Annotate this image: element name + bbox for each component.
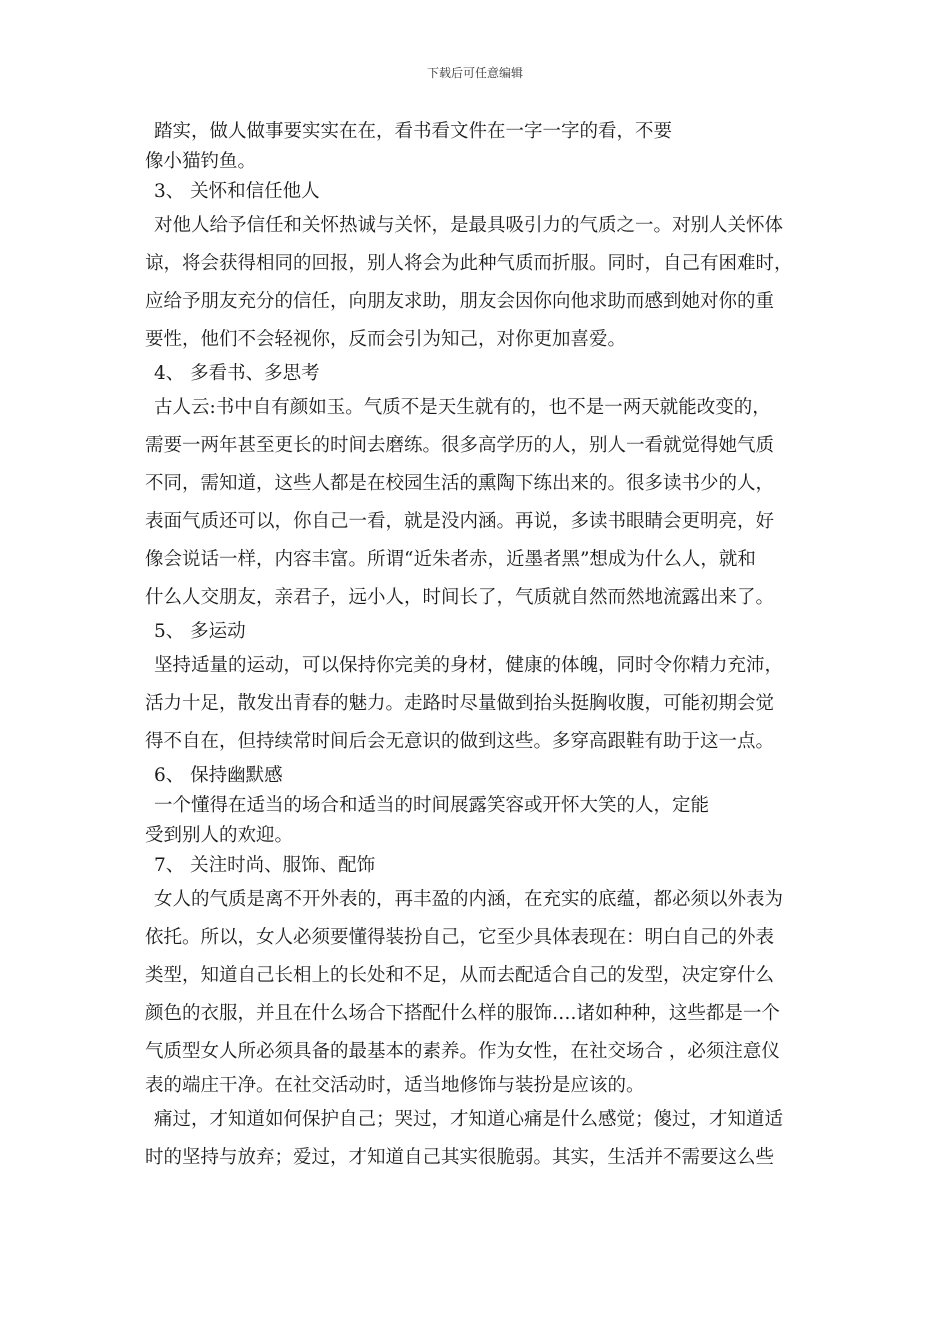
paragraph-line: 表的端庄干净。在社交活动时，适当地修饰与装扮是应该的。 (145, 1075, 645, 1096)
paragraph-line: 时的坚持与放弃；爱过，才知道自己其实很脆弱。其实，生活并不需要这么些 (145, 1147, 775, 1168)
paragraph-line: 得不自在，但持续常时间后会无意识的做到这些。多穿高跟鞋有助于这一点。 (145, 731, 775, 752)
paragraph-line: 活力十足，散发出青春的魅力。走路时尽量做到抬头挺胸收腹，可能初期会觉 (145, 693, 775, 714)
paragraph-line: 受到别人的欢迎。 (145, 825, 294, 846)
paragraph-line: 不同，需知道，这些人都是在校园生活的熏陶下练出来的。很多读书少的人， (145, 473, 775, 494)
paragraph-line: 女人的气质是离不开外表的，再丰盈的内涵，在充实的底蕴，都必须以外表为 (154, 889, 784, 910)
section-heading: 5、 多运动 (154, 621, 246, 642)
paragraph-line: 像会说话一样，内容丰富。所谓“近朱者赤，近墨者黑”想成为什么人，就和 (145, 549, 756, 570)
paragraph-line: 依托。所以，女人必须要懂得装扮自己，它至少具体表现在：明白自己的外表 (145, 927, 775, 948)
paragraph-line: 颜色的衣服，并且在什么场合下搭配什么样的服饰….诸如种种，这些都是一个 (145, 1003, 780, 1024)
paragraph-line: 坚持适量的运动，可以保持你完美的身材，健康的体魄，同时令你精力充沛， (154, 655, 784, 676)
section-heading: 6、 保持幽默感 (154, 765, 283, 786)
paragraph-line: 谅，将会获得相同的回报，别人将会为此种气质而折服。同时，自己有困难时， (145, 253, 793, 274)
paragraph-line: 需要一两年甚至更长的时间去磨练。很多高学历的人，别人一看就觉得她气质 (145, 435, 775, 456)
paragraph-line: 古人云:书中自有颜如玉。气质不是天生就有的，也不是一两天就能改变的， (154, 397, 771, 418)
paragraph-line: 气质型女人所必须具备的最基本的素养。作为女性，在社交场合 ，必须注意仪 (145, 1041, 780, 1062)
paragraph-line: 踏实，做人做事要实实在在，看书看文件在一字一字的看，不要 (154, 121, 673, 142)
section-heading: 3、 关怀和信任他人 (154, 181, 320, 202)
paragraph-line: 什么人交朋友，亲君子，远小人，时间长了，气质就自然而然地流露出来了。 (145, 587, 775, 608)
section-heading: 7、 关注时尚、服饰、配饰 (154, 855, 376, 876)
paragraph-line: 应给予朋友充分的信任，向朋友求助，朋友会因你向他求助而感到她对你的重 (145, 291, 775, 312)
paragraph-line: 像小猫钓鱼。 (145, 151, 257, 172)
paragraph-line: 表面气质还可以，你自己一看，就是没内涵。再说，多读书眼睛会更明亮，好 (145, 511, 775, 532)
paragraph-line: 一个懂得在适当的场合和适当的时间展露笑容或开怀大笑的人，定能 (154, 795, 710, 816)
paragraph-line: 要性，他们不会轻视你，反而会引为知己，对你更加喜爱。 (145, 329, 627, 350)
paragraph-line: 痛过，才知道如何保护自己；哭过，才知道心痛是什么感觉；傻过，才知道适 (154, 1109, 784, 1130)
paragraph-line: 对他人给予信任和关怀热诚与关怀，是最具吸引力的气质之一。对别人关怀体 (154, 215, 784, 236)
paragraph-line: 类型，知道自己长相上的长处和不足，从而去配适合自己的发型，决定穿什么 (145, 965, 775, 986)
page-header: 下载后可任意编辑 (426, 66, 523, 80)
section-heading: 4、 多看书、多思考 (154, 363, 320, 384)
document-body (145, 117, 825, 1177)
